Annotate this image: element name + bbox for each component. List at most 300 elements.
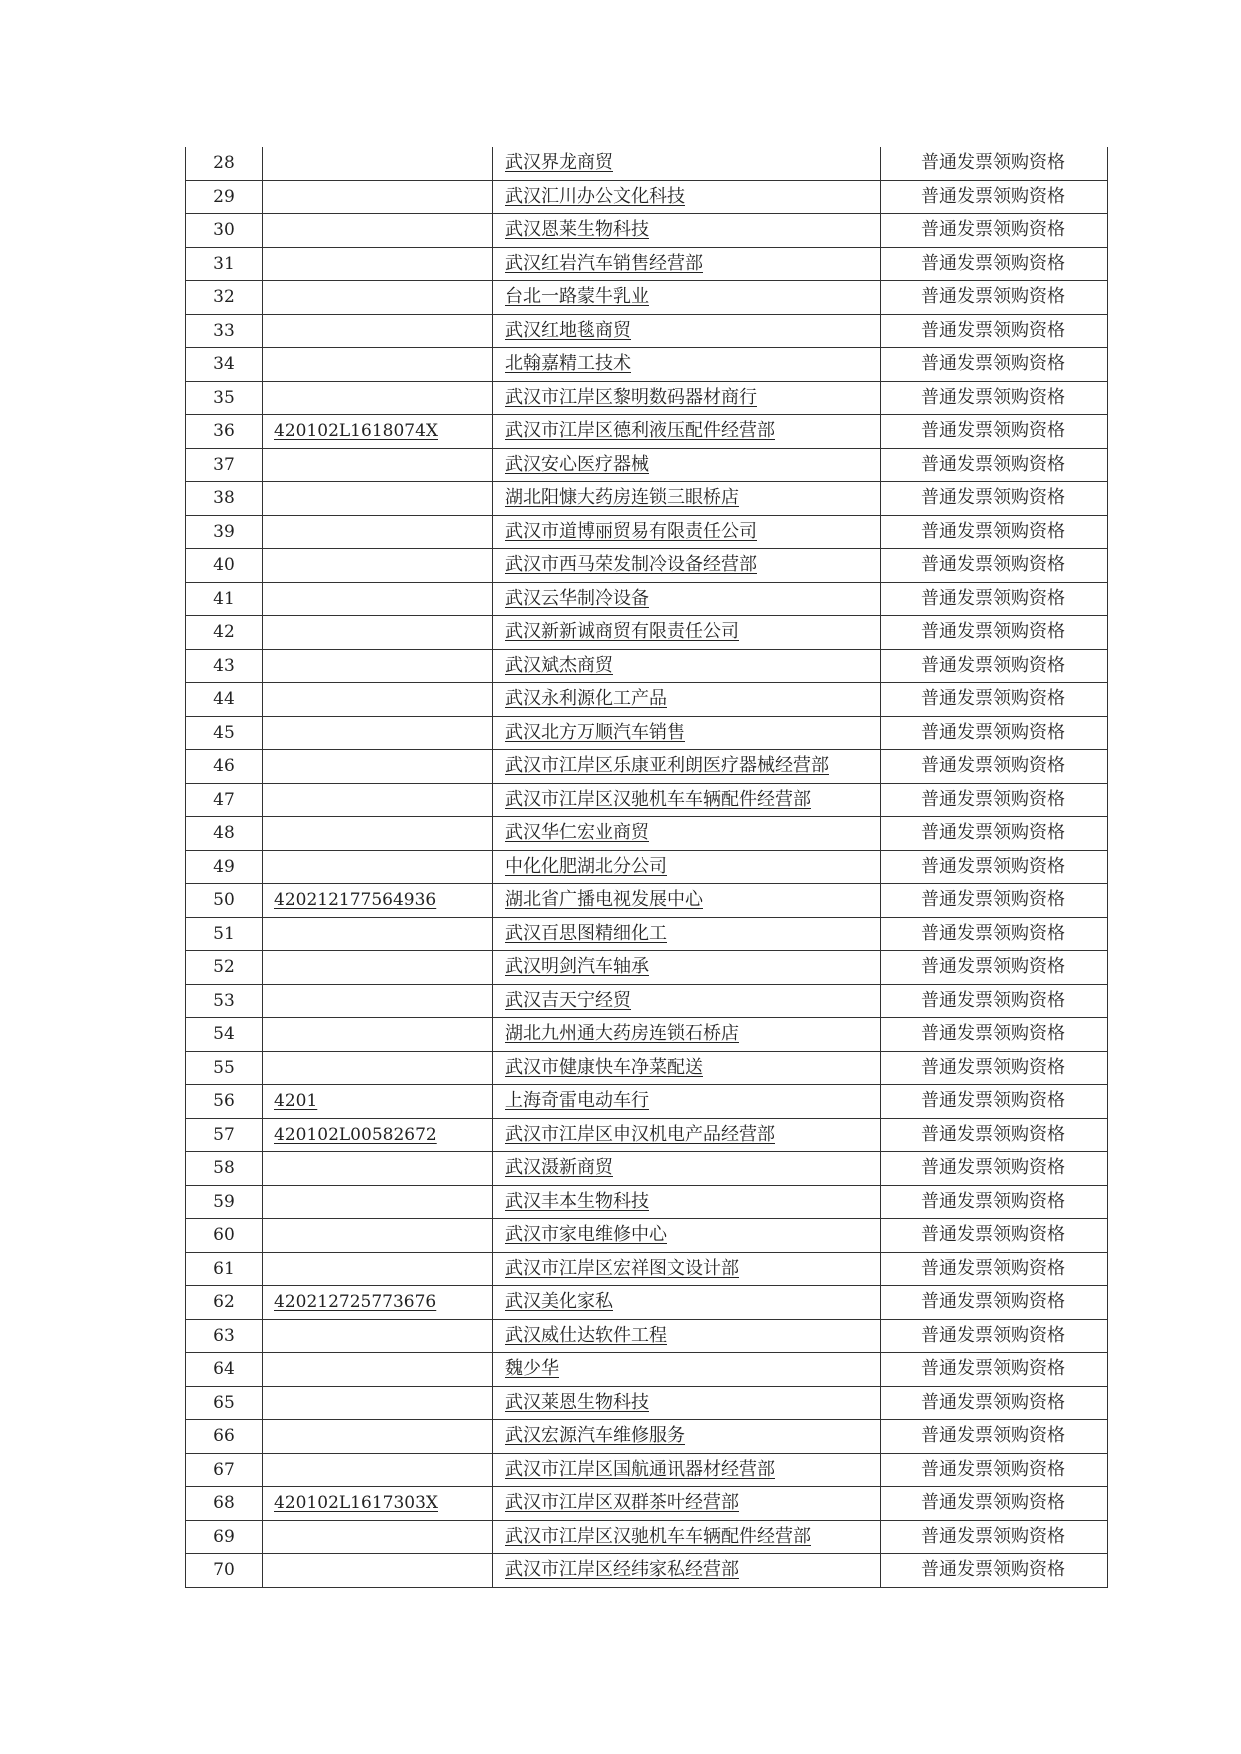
row-number-cell xyxy=(186,817,263,851)
tax-id-cell xyxy=(263,348,493,382)
company-name-cell xyxy=(493,214,881,248)
company-name-cell xyxy=(493,951,881,985)
qualification-cell xyxy=(881,549,1108,583)
qualification-cell xyxy=(881,180,1108,214)
row-number-text: 51 xyxy=(213,923,235,944)
company-name-cell xyxy=(493,817,881,851)
tax-id-text: 420212725773676 xyxy=(274,1292,437,1313)
company-name-text: 湖北九州通大药房连锁石桥店 xyxy=(505,1023,739,1045)
company-name-text: 武汉威仕达软件工程 xyxy=(505,1324,667,1346)
table-row xyxy=(186,1051,1108,1085)
table-row xyxy=(186,1185,1108,1219)
row-number-cell xyxy=(186,1152,263,1186)
qualification-text: 普通发票领购资格 xyxy=(921,1391,1065,1413)
tax-id-cell xyxy=(263,1252,493,1286)
qualification-text: 普通发票领购资格 xyxy=(921,1291,1065,1313)
row-number-text: 49 xyxy=(213,856,235,877)
tax-id-cell xyxy=(263,817,493,851)
company-name-text: 武汉市江岸区宏祥图文设计部 xyxy=(505,1257,739,1279)
tax-id-cell xyxy=(263,415,493,449)
table-row xyxy=(186,515,1108,549)
company-name-cell xyxy=(493,1386,881,1420)
qualification-cell xyxy=(881,783,1108,817)
tax-id-cell xyxy=(263,549,493,583)
tax-id-cell xyxy=(263,1118,493,1152)
company-name-text: 武汉云华制冷设备 xyxy=(505,587,649,609)
row-number-text: 32 xyxy=(213,287,235,308)
tax-id-cell xyxy=(263,1152,493,1186)
row-number-text: 42 xyxy=(213,622,235,643)
table-row xyxy=(186,1386,1108,1420)
row-number-cell xyxy=(186,850,263,884)
row-number-cell xyxy=(186,984,263,1018)
company-name-text: 武汉市江岸区乐康亚利朗医疗器械经营部 xyxy=(505,755,829,777)
company-name-text: 武汉市道博丽贸易有限责任公司 xyxy=(505,520,757,542)
row-number-cell xyxy=(186,214,263,248)
qualification-cell xyxy=(881,750,1108,784)
company-name-text: 武汉市西马荣发制冷设备经营部 xyxy=(505,554,757,576)
row-number-text: 58 xyxy=(213,1158,235,1179)
table-row xyxy=(186,482,1108,516)
qualification-text: 普通发票领购资格 xyxy=(921,889,1065,911)
company-name-cell xyxy=(493,180,881,214)
company-name-text: 台北一路蒙牛乳业 xyxy=(505,286,649,308)
company-name-cell xyxy=(493,1219,881,1253)
tax-id-cell xyxy=(263,1487,493,1521)
row-number-cell xyxy=(186,1018,263,1052)
row-number-cell xyxy=(186,1319,263,1353)
company-name-cell xyxy=(493,783,881,817)
row-number-cell xyxy=(186,582,263,616)
row-number-text: 57 xyxy=(213,1124,235,1145)
row-number-cell xyxy=(186,917,263,951)
qualification-cell xyxy=(881,884,1108,918)
company-name-text: 武汉市江岸区申汉机电产品经营部 xyxy=(505,1123,775,1145)
row-number-text: 64 xyxy=(213,1359,235,1380)
qualification-text: 普通发票领购资格 xyxy=(921,520,1065,542)
row-number-text: 36 xyxy=(213,421,235,442)
row-number-cell xyxy=(186,649,263,683)
table-row xyxy=(186,951,1108,985)
qualification-cell xyxy=(881,1554,1108,1588)
row-number-text: 59 xyxy=(213,1191,235,1212)
row-number-text: 66 xyxy=(213,1426,235,1447)
company-name-cell xyxy=(493,482,881,516)
company-name-cell xyxy=(493,1252,881,1286)
row-number-text: 62 xyxy=(213,1292,235,1313)
row-number-text: 68 xyxy=(213,1493,235,1514)
table-row xyxy=(186,1319,1108,1353)
tax-id-cell xyxy=(263,783,493,817)
table-row xyxy=(186,180,1108,214)
row-number-text: 41 xyxy=(213,588,235,609)
row-number-cell xyxy=(186,515,263,549)
tax-id-cell xyxy=(263,1353,493,1387)
row-number-cell xyxy=(186,1286,263,1320)
qualification-text: 普通发票领购资格 xyxy=(921,755,1065,777)
row-number-cell xyxy=(186,683,263,717)
tax-id-cell xyxy=(263,381,493,415)
company-name-cell xyxy=(493,448,881,482)
company-name-cell xyxy=(493,582,881,616)
table-row xyxy=(186,1286,1108,1320)
row-number-cell xyxy=(186,247,263,281)
tax-id-cell xyxy=(263,1386,493,1420)
company-name-text: 武汉市健康快车净菜配送 xyxy=(505,1056,703,1078)
tax-id-cell xyxy=(263,616,493,650)
qualification-cell xyxy=(881,482,1108,516)
qualification-text: 普通发票领购资格 xyxy=(921,989,1065,1011)
qualification-text: 普通发票领购资格 xyxy=(921,152,1065,174)
row-number-cell xyxy=(186,549,263,583)
tax-id-cell xyxy=(263,147,493,180)
row-number-cell xyxy=(186,1420,263,1454)
qualification-cell xyxy=(881,281,1108,315)
table-row xyxy=(186,1520,1108,1554)
qualification-text: 普通发票领购资格 xyxy=(921,319,1065,341)
qualification-text: 普通发票领购资格 xyxy=(921,353,1065,375)
qualification-text: 普通发票领购资格 xyxy=(921,922,1065,944)
row-number-cell xyxy=(186,1118,263,1152)
tax-id-cell xyxy=(263,1420,493,1454)
company-name-text: 武汉市江岸区德利液压配件经营部 xyxy=(505,420,775,442)
company-name-text: 中化化肥湖北分公司 xyxy=(505,855,667,877)
table-row xyxy=(186,147,1108,180)
company-name-text: 武汉市江岸区经纬家私经营部 xyxy=(505,1559,739,1581)
company-name-text: 武汉明剑汽车轴承 xyxy=(505,956,649,978)
tax-id-cell xyxy=(263,247,493,281)
company-name-cell xyxy=(493,1520,881,1554)
row-number-cell xyxy=(186,1554,263,1588)
company-name-cell xyxy=(493,147,881,180)
qualification-cell xyxy=(881,415,1108,449)
row-number-text: 38 xyxy=(213,488,235,509)
row-number-cell xyxy=(186,1386,263,1420)
company-name-text: 武汉宏源汽车维修服务 xyxy=(505,1425,685,1447)
table-row xyxy=(186,1219,1108,1253)
qualification-cell xyxy=(881,515,1108,549)
table-row xyxy=(186,649,1108,683)
company-name-cell xyxy=(493,247,881,281)
qualification-cell xyxy=(881,1085,1108,1119)
company-name-cell xyxy=(493,281,881,315)
tax-id-cell xyxy=(263,1286,493,1320)
company-name-text: 武汉市家电维修中心 xyxy=(505,1224,667,1246)
row-number-text: 30 xyxy=(213,220,235,241)
company-name-text: 武汉市江岸区汉驰机车车辆配件经营部 xyxy=(505,1525,811,1547)
row-number-text: 56 xyxy=(213,1091,235,1112)
row-number-text: 31 xyxy=(213,253,235,274)
company-name-text: 武汉汇川办公文化科技 xyxy=(505,185,685,207)
company-name-text: 武汉红岩汽车销售经营部 xyxy=(505,252,703,274)
tax-id-cell xyxy=(263,1185,493,1219)
company-name-text: 湖北省广播电视发展中心 xyxy=(505,889,703,911)
company-name-text: 武汉市江岸区汉驰机车车辆配件经营部 xyxy=(505,788,811,810)
company-name-cell xyxy=(493,1353,881,1387)
tax-id-text: 420102L1617303X xyxy=(274,1493,438,1514)
company-name-text: 武汉新新诚商贸有限责任公司 xyxy=(505,621,739,643)
table-row xyxy=(186,549,1108,583)
tax-id-cell xyxy=(263,482,493,516)
company-name-text: 武汉市江岸区黎明数码器材商行 xyxy=(505,386,757,408)
qualification-cell xyxy=(881,1353,1108,1387)
company-name-cell xyxy=(493,1319,881,1353)
tax-id-cell xyxy=(263,1319,493,1353)
company-name-text: 武汉界龙商贸 xyxy=(505,152,613,174)
row-number-cell xyxy=(186,951,263,985)
row-number-cell xyxy=(186,1219,263,1253)
qualification-text: 普通发票领购资格 xyxy=(921,286,1065,308)
qualification-text: 普通发票领购资格 xyxy=(921,1492,1065,1514)
company-name-cell xyxy=(493,649,881,683)
qualification-cell xyxy=(881,616,1108,650)
company-name-cell xyxy=(493,1554,881,1588)
table-row xyxy=(186,1487,1108,1521)
table-row xyxy=(186,1554,1108,1588)
company-name-cell xyxy=(493,1420,881,1454)
qualification-text: 普通发票领购资格 xyxy=(921,822,1065,844)
qualification-cell xyxy=(881,1286,1108,1320)
table-row xyxy=(186,381,1108,415)
tax-id-cell xyxy=(263,984,493,1018)
row-number-cell xyxy=(186,482,263,516)
qualification-cell xyxy=(881,716,1108,750)
qualification-cell xyxy=(881,314,1108,348)
row-number-cell xyxy=(186,147,263,180)
taxpayer-table-page xyxy=(185,147,1107,1588)
table-row xyxy=(186,348,1108,382)
company-name-cell xyxy=(493,683,881,717)
qualification-text: 普通发票领购资格 xyxy=(921,855,1065,877)
row-number-text: 60 xyxy=(213,1225,235,1246)
qualification-text: 普通发票领购资格 xyxy=(921,1190,1065,1212)
tax-id-text: 420102L00582672 xyxy=(274,1124,437,1145)
tax-id-cell xyxy=(263,1219,493,1253)
qualification-cell xyxy=(881,951,1108,985)
row-number-cell xyxy=(186,281,263,315)
row-number-cell xyxy=(186,1252,263,1286)
company-name-cell xyxy=(493,314,881,348)
table-row xyxy=(186,415,1108,449)
row-number-text: 39 xyxy=(213,521,235,542)
qualification-cell xyxy=(881,448,1108,482)
row-number-text: 55 xyxy=(213,1057,235,1078)
row-number-text: 70 xyxy=(213,1560,235,1581)
qualification-text: 普通发票领购资格 xyxy=(921,587,1065,609)
row-number-text: 50 xyxy=(213,890,235,911)
row-number-text: 34 xyxy=(213,354,235,375)
tax-id-cell xyxy=(263,180,493,214)
company-name-text: 武汉恩莱生物科技 xyxy=(505,219,649,241)
qualification-cell xyxy=(881,1487,1108,1521)
row-number-cell xyxy=(186,884,263,918)
row-number-text: 44 xyxy=(213,689,235,710)
row-number-cell xyxy=(186,1185,263,1219)
table-row xyxy=(186,750,1108,784)
table-row xyxy=(186,281,1108,315)
tax-id-cell xyxy=(263,716,493,750)
qualification-text: 普通发票领购资格 xyxy=(921,1123,1065,1145)
company-name-cell xyxy=(493,616,881,650)
row-number-cell xyxy=(186,1353,263,1387)
company-name-cell xyxy=(493,549,881,583)
company-name-cell xyxy=(493,515,881,549)
company-name-cell xyxy=(493,1487,881,1521)
company-name-cell xyxy=(493,1085,881,1119)
row-number-cell xyxy=(186,180,263,214)
qualification-cell xyxy=(881,147,1108,180)
qualification-text: 普通发票领购资格 xyxy=(921,386,1065,408)
tax-id-cell xyxy=(263,1018,493,1052)
table-row xyxy=(186,1420,1108,1454)
qualification-cell xyxy=(881,247,1108,281)
row-number-text: 43 xyxy=(213,655,235,676)
taxpayer-table-body xyxy=(186,147,1108,1587)
company-name-text: 武汉滠新商贸 xyxy=(505,1157,613,1179)
qualification-cell xyxy=(881,381,1108,415)
row-number-text: 69 xyxy=(213,1526,235,1547)
qualification-cell xyxy=(881,1219,1108,1253)
row-number-text: 52 xyxy=(213,957,235,978)
table-row xyxy=(186,884,1108,918)
table-row xyxy=(186,1085,1108,1119)
qualification-text: 普通发票领购资格 xyxy=(921,1023,1065,1045)
tax-id-cell xyxy=(263,951,493,985)
tax-id-cell xyxy=(263,281,493,315)
qualification-text: 普通发票领购资格 xyxy=(921,1257,1065,1279)
qualification-cell xyxy=(881,1386,1108,1420)
row-number-text: 45 xyxy=(213,722,235,743)
tax-id-text: 4201 xyxy=(274,1091,318,1112)
tax-id-cell xyxy=(263,884,493,918)
row-number-text: 48 xyxy=(213,823,235,844)
taxpayer-table xyxy=(185,147,1108,1588)
qualification-text: 普通发票领购资格 xyxy=(921,219,1065,241)
qualification-cell xyxy=(881,348,1108,382)
qualification-text: 普通发票领购资格 xyxy=(921,185,1065,207)
company-name-cell xyxy=(493,1118,881,1152)
company-name-text: 武汉斌杰商贸 xyxy=(505,654,613,676)
tax-id-cell xyxy=(263,1051,493,1085)
table-row xyxy=(186,716,1108,750)
row-number-text: 33 xyxy=(213,320,235,341)
row-number-cell xyxy=(186,1453,263,1487)
company-name-cell xyxy=(493,750,881,784)
row-number-cell xyxy=(186,716,263,750)
qualification-text: 普通发票领购资格 xyxy=(921,1425,1065,1447)
tax-id-cell xyxy=(263,314,493,348)
row-number-cell xyxy=(186,415,263,449)
company-name-text: 北翰嘉精工技术 xyxy=(505,353,631,375)
tax-id-cell xyxy=(263,214,493,248)
row-number-text: 46 xyxy=(213,756,235,777)
tax-id-cell xyxy=(263,1520,493,1554)
row-number-cell xyxy=(186,1085,263,1119)
tax-id-cell xyxy=(263,649,493,683)
company-name-text: 魏少华 xyxy=(505,1358,559,1380)
qualification-text: 普通发票领购资格 xyxy=(921,1559,1065,1581)
company-name-cell xyxy=(493,1286,881,1320)
company-name-text: 武汉市江岸区双群茶叶经营部 xyxy=(505,1492,739,1514)
company-name-text: 武汉莱恩生物科技 xyxy=(505,1391,649,1413)
row-number-text: 65 xyxy=(213,1392,235,1413)
qualification-text: 普通发票领购资格 xyxy=(921,420,1065,442)
qualification-text: 普通发票领购资格 xyxy=(921,1358,1065,1380)
table-row xyxy=(186,917,1108,951)
row-number-text: 28 xyxy=(213,153,235,174)
company-name-text: 上海奇雷电动车行 xyxy=(505,1090,649,1112)
qualification-cell xyxy=(881,582,1108,616)
table-row xyxy=(186,1353,1108,1387)
row-number-cell xyxy=(186,348,263,382)
row-number-cell xyxy=(186,314,263,348)
company-name-cell xyxy=(493,884,881,918)
qualification-cell xyxy=(881,850,1108,884)
row-number-cell xyxy=(186,616,263,650)
table-row xyxy=(186,683,1108,717)
qualification-text: 普通发票领购资格 xyxy=(921,554,1065,576)
row-number-text: 37 xyxy=(213,454,235,475)
table-row xyxy=(186,850,1108,884)
row-number-cell xyxy=(186,448,263,482)
qualification-text: 普通发票领购资格 xyxy=(921,252,1065,274)
tax-id-cell xyxy=(263,1085,493,1119)
qualification-cell xyxy=(881,1152,1108,1186)
qualification-cell xyxy=(881,1185,1108,1219)
table-row xyxy=(186,448,1108,482)
row-number-cell xyxy=(186,783,263,817)
qualification-cell xyxy=(881,1118,1108,1152)
qualification-text: 普通发票领购资格 xyxy=(921,654,1065,676)
company-name-cell xyxy=(493,984,881,1018)
company-name-text: 武汉美化家私 xyxy=(505,1291,613,1313)
qualification-text: 普通发票领购资格 xyxy=(921,956,1065,978)
qualification-cell xyxy=(881,1420,1108,1454)
company-name-text: 武汉吉天宁经贸 xyxy=(505,989,631,1011)
table-row xyxy=(186,1252,1108,1286)
row-number-text: 40 xyxy=(213,555,235,576)
qualification-cell xyxy=(881,649,1108,683)
row-number-cell xyxy=(186,1051,263,1085)
qualification-text: 普通发票领购资格 xyxy=(921,688,1065,710)
tax-id-cell xyxy=(263,582,493,616)
qualification-text: 普通发票领购资格 xyxy=(921,621,1065,643)
tax-id-cell xyxy=(263,515,493,549)
table-row xyxy=(186,984,1108,1018)
company-name-text: 湖北阳慷大药房连锁三眼桥店 xyxy=(505,487,739,509)
row-number-text: 35 xyxy=(213,387,235,408)
qualification-cell xyxy=(881,1319,1108,1353)
company-name-cell xyxy=(493,1051,881,1085)
company-name-cell xyxy=(493,716,881,750)
table-row xyxy=(186,314,1108,348)
company-name-text: 武汉红地毯商贸 xyxy=(505,319,631,341)
qualification-text: 普通发票领购资格 xyxy=(921,453,1065,475)
table-row xyxy=(186,214,1108,248)
company-name-cell xyxy=(493,348,881,382)
company-name-cell xyxy=(493,381,881,415)
company-name-text: 武汉安心医疗器械 xyxy=(505,453,649,475)
qualification-cell xyxy=(881,1252,1108,1286)
qualification-text: 普通发票领购资格 xyxy=(921,487,1065,509)
tax-id-cell xyxy=(263,850,493,884)
company-name-cell xyxy=(493,1152,881,1186)
qualification-text: 普通发票领购资格 xyxy=(921,1157,1065,1179)
tax-id-cell xyxy=(263,448,493,482)
qualification-cell xyxy=(881,1051,1108,1085)
qualification-text: 普通发票领购资格 xyxy=(921,1525,1065,1547)
table-row xyxy=(186,1453,1108,1487)
